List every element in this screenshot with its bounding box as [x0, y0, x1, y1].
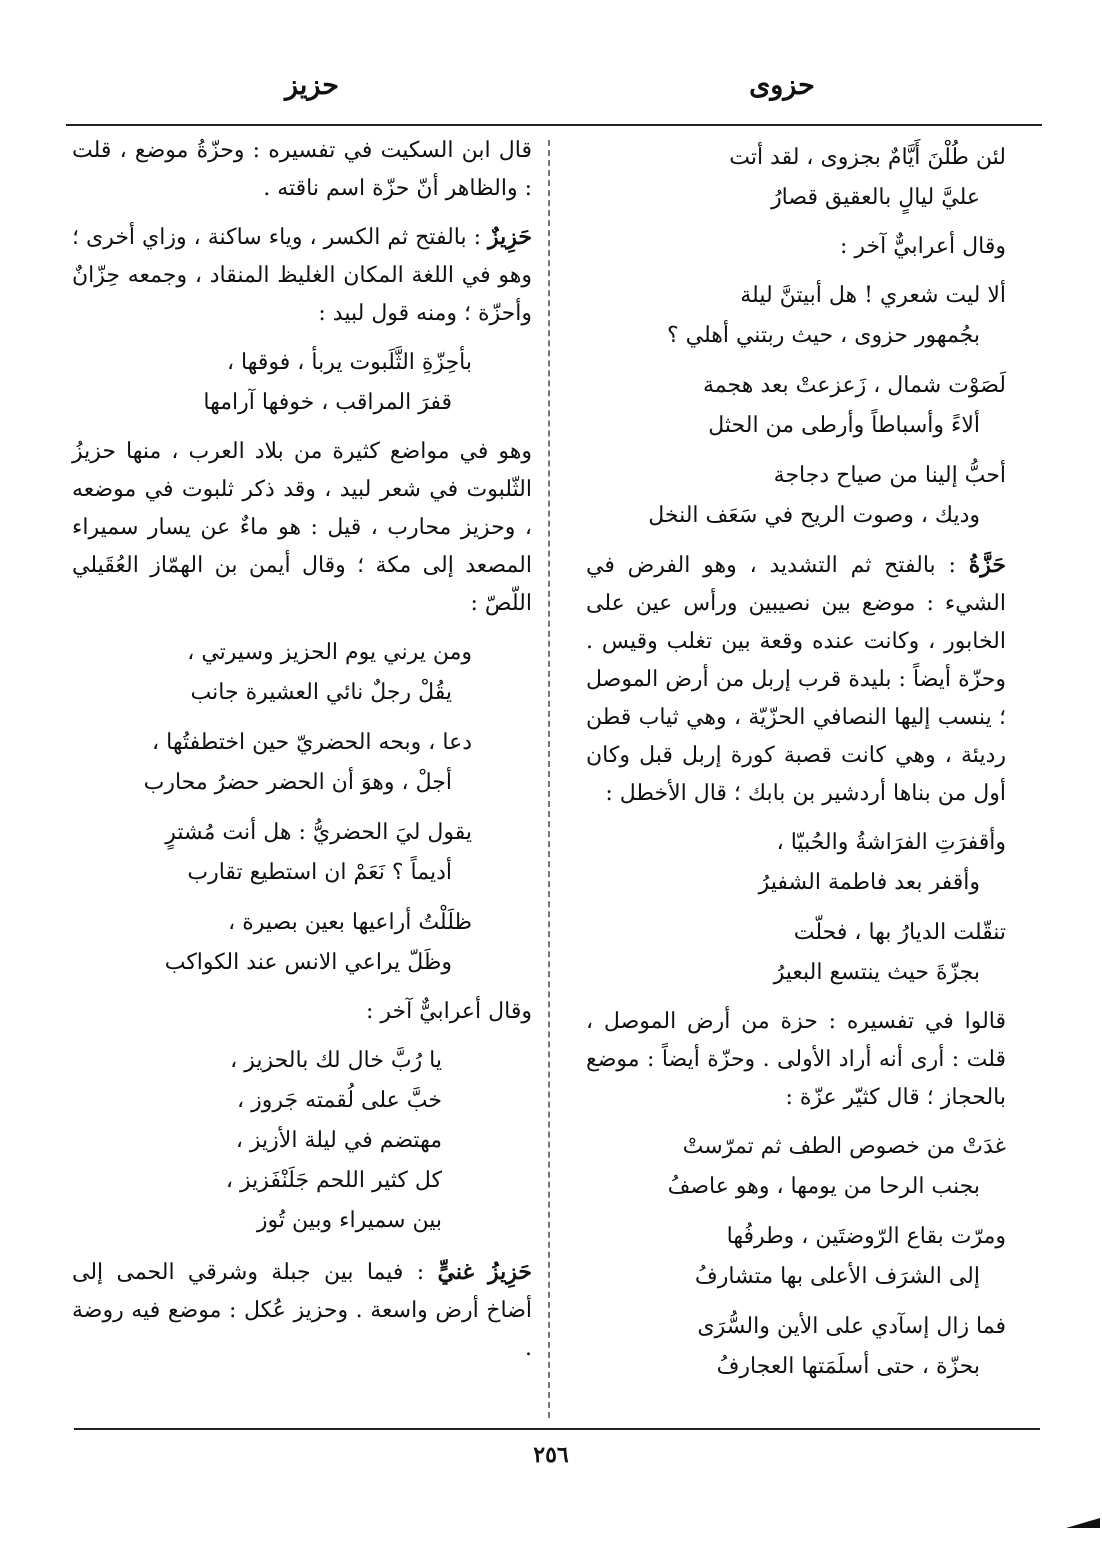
scan-corner-mark	[1066, 1518, 1100, 1528]
verse-couplet	[586, 456, 1006, 536]
verse-line: خبَّ على لُقمته جَروز ،	[237, 1088, 442, 1113]
verse-couplet	[72, 903, 532, 983]
verse-line: ألاءً وأسباطاً وأرطى من الحثل	[708, 413, 980, 438]
verse-line: كل كثير اللحم جَلَنْفَزيز ،	[225, 1168, 442, 1193]
right-column	[586, 132, 1006, 1397]
verse-line: فما زال إسآدي على الأين والسُّرَى	[697, 1314, 1006, 1339]
paragraph: قالوا في تفسيره : حزة من أرض الموصل ، قلت : أرى أنه أراد الأولى . وحزّة أيضاً : موضع بالحجاز ؛ قال كثيّر عزّة :	[586, 1009, 1006, 1110]
verse-line: تنقّلت الديارُ بها ، فحلّت	[793, 920, 1006, 945]
verse-couplet	[586, 1307, 1006, 1387]
running-head-left: حزيز	[285, 70, 339, 101]
entry-paragraph	[72, 218, 532, 333]
verse-line: بجزّةَ حيث ينتسع البعيرُ	[773, 960, 980, 985]
verse-line: وأقفرَتِ الفرَاشةُ والحُبيّا ،	[776, 830, 1006, 855]
entry-text: : بالفتح ثم التشديد ، وهو الفرض في الشيء : موضع بين نصيبين ورأس عين على الخابور ، وكانت عنده وقعة بين تغلب وقيس . وحزّة أيضاً : بليدة قرب إربل من أرض الموصل ؛ ينسب إليها النصافي الحزّيّة ، وهي ثياب قطن رديئة ، وهي كانت قصبة كورة إربل قبل وكان أول من بناها أردشير بن بابك ؛ قال الأخطل :	[586, 553, 1006, 806]
running-head-right: حزوى	[749, 70, 815, 101]
verse-couplet	[586, 1217, 1006, 1297]
verse-line: أديماً ؟ نَعَمْ ان استطيع تقارب	[187, 860, 452, 885]
verse-line: ومرّت بقاع الرّوضتَين ، وطرفُها	[726, 1224, 1006, 1249]
verse-couplet	[586, 138, 1006, 218]
verse-stanza	[72, 1041, 532, 1241]
verse-line: عليَّ ليالٍ بالعقيق قصارُ	[771, 185, 980, 210]
verse-line: ومن يرني يوم الحزيز وسيرتي ،	[187, 640, 472, 665]
paragraph: وقال أعرابيٌّ آخر :	[839, 234, 1006, 259]
verse-line: قفرَ المراقب ، خوفها آرامها	[203, 390, 452, 415]
verse-line: بجُمهور حزوى ، حيث ربتني أهلي ؟	[666, 323, 980, 348]
verse-line: لَصَوْت شمال ، زَعزعتْ بعد هجمة	[703, 373, 1006, 398]
verse-line: بأحِزّةِ الثَّلَبوت يربأ ، فوقها ،	[226, 350, 472, 375]
left-column	[72, 132, 532, 1378]
verse-couplet	[72, 723, 532, 803]
verse-couplet	[586, 276, 1006, 356]
verse-couplet	[586, 366, 1006, 446]
verse-line: إلى الشرَف الأعلى بها متشارفُ	[694, 1264, 980, 1289]
verse-line: ألا ليت شعري ! هل أبيتنَّ ليلة	[740, 283, 1006, 308]
entry-text: : فيما بين جبلة وشرقي الحمى إلى أضاخ أرض واسعة . وحزيز عُكل : موضع فيه روضة .	[72, 1260, 532, 1361]
verse-line: وأقفر بعد فاطمة الشفيرُ	[758, 870, 980, 895]
entry-paragraph	[586, 546, 1006, 813]
verse-line: دعا ، وبحه الحضريّ حين اختطفتُها ،	[152, 730, 472, 755]
verse-line: مهتضم في ليلة الأزيز ،	[235, 1128, 442, 1153]
entry-headword: حَزَّةُ	[968, 552, 1006, 578]
verse-couplet	[72, 633, 532, 713]
column-divider	[548, 140, 550, 1418]
paragraph: قال ابن السكيت في تفسيره : وحزّةُ موضع ، قلت : والظاهر أنّ حزّة اسم ناقته .	[72, 138, 532, 201]
verse-couplet	[586, 913, 1006, 993]
verse-line: يقول ليَ الحضريُّ : هل أنت مُشترٍ	[165, 820, 472, 845]
page-number: ٢٥٦	[533, 1442, 569, 1468]
verse-line: بين سميراء وبين تُوز	[256, 1208, 442, 1233]
verse-line: وديك ، وصوت الريح في سَعَف النخل	[648, 503, 980, 528]
verse-couplet	[586, 1127, 1006, 1207]
verse-couplet	[586, 823, 1006, 903]
verse-line: أجلْ ، وهوَ أن الحضر حضرُ محارب	[143, 770, 452, 795]
verse-line: ظلَلْتُ أراعيها بعين بصيرة ،	[228, 910, 472, 935]
entry-headword: حَزِيزٌ	[488, 224, 532, 250]
paragraph: وقال أعرابيٌّ آخر :	[365, 999, 532, 1024]
verse-couplet	[72, 813, 532, 893]
entry-text: : بالفتح ثم الكسر ، وياء ساكنة ، وزاي أخرى ؛ وهو في اللغة المكان الغليظ المنقاد ، وجمعه حِزّانٌ وأحزّة ؛ ومنه قول لبيد :	[71, 225, 532, 326]
entry-paragraph	[72, 1253, 532, 1368]
verse-line: وظَلّ يراعي الانس عند الكواكب	[164, 950, 452, 975]
top-rule	[66, 124, 1042, 126]
verse-line: يا رُبَّ خال لك بالحزيز ،	[230, 1048, 442, 1073]
verse-line: بحزّة ، حتى أسلَمَتها العجارفُ	[716, 1354, 980, 1379]
verse-line: أحبُّ إلينا من صياح دجاجة	[773, 463, 1006, 488]
paragraph: وهو في مواضع كثيرة من بلاد العرب ، منها حزيزُ الثّلبوت في شعر لبيد ، وقد ذكر ثلبوت في موضعه ، وحزيز محارب ، قيل : هو ماءٌ عن يسار سميراء المصعد إلى مكة ؛ وقال أيمن بن الهمّاز العُقَيلي اللّصّ :	[72, 439, 532, 616]
verse-couplet	[72, 343, 532, 423]
verse-line: لئن طُلْنَ أَيَّامٌ بجزوى ، لقد أتت	[729, 145, 1006, 170]
verse-line: يقُلْ رجلٌ نائي العشيرة جانب	[190, 680, 452, 705]
verse-line: بجنب الرحا من يومها ، وهو عاصفُ	[667, 1174, 980, 1199]
entry-headword: حَزِيزُ غنيٍّ	[437, 1259, 533, 1285]
bottom-rule	[74, 1428, 1040, 1430]
verse-line: غدَتْ من خصوص الطف ثم تمرّستْ	[682, 1134, 1006, 1159]
